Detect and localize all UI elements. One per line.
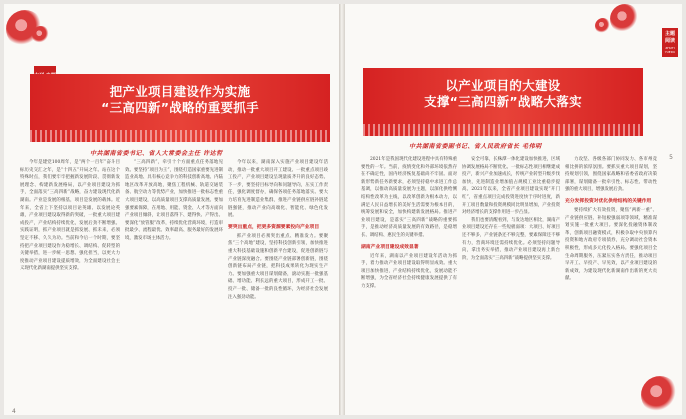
paragraph: 今年以来，湖南深入实施产业项目建设年活动，推动一批重大项目开工建设、一批重点项目竣工投产，产业项目建设呈现量质齐升的良好态势。下一步，要坚持目标导向和问题导向，压实工作责任，强化调度督办，确保各项任务落地落实。要大力培育先进制造业集群，推进产业链供应链补链延链强链，推动产业向高端化、智能化、绿色化发展。 <box>228 160 328 219</box>
left-page <box>4 4 339 415</box>
paragraph: 安全可靠，长株潭一体化建设加快推进，区域协调发展格局不断优化。一批标志性项目相继建成投产，新兴产业加速成长，传统产业转型升级步伐加快，先进制造业增加值占规模工业比重稳步提高。2021年以来，全省产业项目建设实现“开门红”，省重点项目完成投资进度快于序时进度，新开工项目数量和投资规模同比明显增加，产业投资对经济增长的支撑作用进一步凸显。 <box>462 157 560 216</box>
column-label-text: 主题 阅读 <box>664 31 675 44</box>
flower-ornament-icon <box>641 376 679 414</box>
paragraph: “三高四新”，牵引十个方面重点任务落地见效。要坚持“项目为王”，围绕打造国家重要先进制造业高地、具有核心竞争力的科技创新高地、内陆地区改革开放高地，聚焦工程机械、轨道交通装备、航空动力等优势产业，加快推进一批标志性重大项目建设，以高质量项目支撑高质量发展。要加强要素保障，在用地、用能、资金、人才等方面向产业项目倾斜，让项目落得下、建得快、产得出。要深化“放管服”改革，持续优化营商环境，打造审批最少、流程最优、效率最高、服务最好的发展环境，激发市场主体活力。 <box>125 160 223 241</box>
banner-stripes <box>30 130 330 142</box>
paragraph: 近年来，湖南以产业项目建设年活动为抓手，着力推动产业项目建设取得明显成效。重大项目加快推进，产业结构持续优化，发展动能不断增强，为全省经济社会持续健康发展提供了有力支撑。 <box>361 253 457 289</box>
page-number: 4 <box>12 408 16 415</box>
right-title-line-1: 以产业项目的大建设 <box>445 78 561 93</box>
right-byline: 中共湖南省委副书记、省人民政府省长 毛伟明 <box>409 143 542 150</box>
banner-stripes <box>363 124 643 136</box>
left-title-line-1: 把产业项目建设作为实施 <box>109 84 251 99</box>
left-title-line-2: “三高四新”战略的重要抓手 <box>101 100 259 115</box>
right-title-line-2: 支撑“三高四新”战略大落实 <box>424 94 582 109</box>
right-page <box>345 4 682 415</box>
right-title-banner <box>363 68 643 136</box>
paragraph: 要持续扩大有效投资，聚焦“两新一重”、产业链供应链、补短板强弱项等领域，精准谋划实施一批重大项目。要深化投融资体制改革，创新项目融资模式，积极争取中央预算内投资和地方政府专项债券，充分调动社会资本积极性，形成多元化投入格局。要强化项目全生命周期服务，压紧压实各方责任，推动项目早开工、早投产、早见效，以产业项目建设的新成效，为建设现代化新湖南作出新的更大贡献。 <box>565 207 657 282</box>
right-column-1 <box>361 156 457 410</box>
paragraph: 我们也要清醒看到，与发达地区相比，湖南产业项目建设还存在一些短板弱项：大项目、好项目还不够多，产业链条还不够完整，要素保障还不够有力，营商环境还需持续优化。必须坚持问题导向，拿出务实举措，推动产业项目建设再上新台阶，为全面落实“三高四新”战略提供坚实支撑。 <box>462 217 560 261</box>
left-title-banner <box>30 74 330 142</box>
left-column-1 <box>20 159 120 409</box>
flower-ornament-icon <box>32 26 50 44</box>
flower-ornament-icon <box>610 4 640 34</box>
section-subtitle: 湖南产业项目建设成效显著 <box>361 243 419 250</box>
column-label <box>662 28 678 57</box>
paragraph: 2021年是我国现代化建设进程中具有特殊重要性的一年。当前，疫情变化和外部环境依然存在不确定性，国内经济恢复基础尚不牢固。面对新形势新任务新要求，必须坚持稳中求进工作总基调，以推动高质量发展为主题，以深化供给侧结构性改革为主线，以改革创新为根本动力，以满足人民日益增长的美好生活需要为根本目的，统筹发展和安全，加快构建新发展格局。推进产业项目建设，是落实“三高四新”战略的重要抓手，是推动经济高质量发展的有效路径，是稳增长、调结构、惠民生的关键举措。 <box>361 157 457 238</box>
left-byline: 中共湖南省委书记、省人大常委会主任 许达哲 <box>90 150 223 157</box>
section-subtitle: 充分发挥投资对优化供给结构的关键作用 <box>565 197 652 204</box>
section-subtitle: 要突出重点，把更多资源要素投向产业项目 <box>228 223 320 230</box>
right-column-2 <box>462 156 560 410</box>
page-number: 5 <box>669 154 673 161</box>
flower-ornament-icon <box>595 18 611 34</box>
column-label-sub: ZHUTI YUEDU <box>664 46 676 54</box>
left-column-2 <box>125 159 223 409</box>
right-column-3 <box>565 156 657 378</box>
paragraph: 力攻坚、各级各部门协同发力、各市州竞相比拼的浓厚氛围。要抓实重大项目谋划，坚持规划引领，围绕国家战略和省委省政府决策部署，谋划储备一批牵引性、标志性、带动性强的重大项目，增强发展后劲。 <box>565 157 657 193</box>
paragraph: 抓产业项目必须突出重点、精准发力。要聚焦“三个高地”建设，坚持科技创新引领，加快推进重大科技基础设施和创新平台建设，促进创新链与产业链深度融合。要围绕产业链部署创新链，围绕创新链布局产业链，把科技成果转化为现实生产力。要加强重大项目谋划储备，滚动实施一批强基础、增功能、利长远的重大项目，形成开工一批、投产一批、储备一批的良性循环，为经济社会发展注入强劲动能。 <box>228 233 328 300</box>
left-column-3 <box>228 159 328 409</box>
paragraph: 今年是建党100周年，是“两个一百年”奋斗目标历史交汇之年，是“十四五”开局之年。站在这个特殊时点，我们要牢牢把握新发展阶段、贯彻新发展理念、构建新发展格局，以产业项目建设为抓手，全面落实“三高四新”战略，奋力建设现代化新湖南。产业是发展的根基，项目是发展的载体。近年来，全省上下坚持以项目论英雄、以发展论英雄，产业项目建设取得新的突破，一批重大项目建成投产，产业结构持续优化，发展后劲不断增强。实践证明，抓产业项目就是抓发展、抓未来，必须坚定不移、久久为功。当前和今后一个时期，要坚持把产业项目建设作为稳增长、调结构、促转型的关键举措，进一步统一思想、强化担当，以更大力度推动产业项目建设提质增效，为全面建设社会主义现代化新湖南提供坚实支撑。 <box>20 160 120 272</box>
